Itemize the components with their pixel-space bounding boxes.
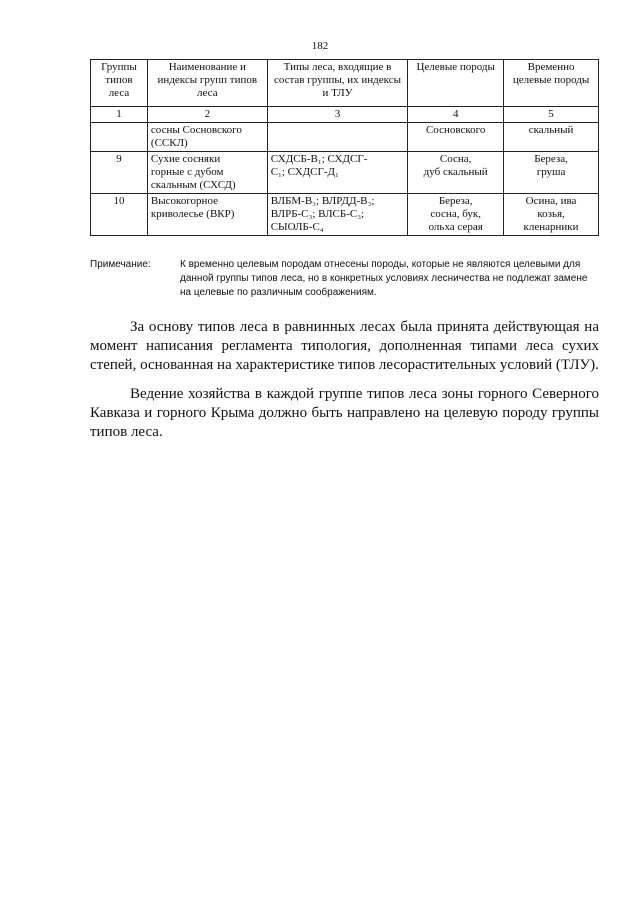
cell-line: ВЛБМ-В₃; ВЛРДД-В₃; [270,195,375,207]
cell-line: Сосновского [425,124,486,136]
header-cell-types: Типы леса, входящие в состав группы, их индексы и ТЛУ [267,60,408,107]
note-text: К временно целевым породам отнесены породы, которые не являются целевыми для данной группы типов леса, но в конкретных условиях лесничества не подлежат замене на целевые по различным соображениям. [180,259,588,298]
cell-line: криволесье (ВКР) [150,208,235,220]
cell-line: ольха серая [428,221,483,233]
cell-line: Береза, [438,195,473,207]
body-paragraph: За основу типов леса в равнинных лесах была принята действующая на момент написания регламента типология, дополненная типами леса сухих степей, основанная на характеристике типов лесорастительных условий (ТЛУ). [90,319,599,373]
cell-line: Береза, [534,153,568,165]
name-cell [147,152,267,194]
cell-line: С₁; СХДСГ-Д₁ [270,166,339,178]
cell-line: козья, [537,208,565,220]
table-row [91,194,599,236]
cell-line: СХДСБ-В₁; СХДСГ- [270,153,368,165]
cell-line: скальный [528,124,574,136]
column-number: 3 [267,107,408,123]
target-cell [408,152,504,194]
cell-line: горные с дубом [150,166,224,178]
types-cell [267,123,408,152]
cell-line: СЫОЛБ-С₄ [270,221,324,233]
cell-line: Осина, ива [525,195,577,207]
cell-line: дуб скальный [423,166,488,178]
cell-line: сосны Сосновского [150,124,242,136]
page-number: 182 [311,40,329,52]
table-header-row [91,60,599,107]
cell-line: ВЛРБ-С₃; ВЛСБ-С₃; [270,208,365,220]
cell-line: Сосна, [439,153,472,165]
temp-cell [504,152,599,194]
column-number: 2 [147,107,267,123]
table-row [91,123,599,152]
cell-line: Сухие сосняки [150,153,221,165]
target-cell [408,123,504,152]
cell-line: кленарники [523,221,579,233]
name-cell [147,123,267,152]
header-cell-target: Целевые породы [408,60,504,107]
cell-line: груша [536,166,566,178]
group-cell [91,123,148,152]
types-cell [267,152,408,194]
note-label: Примечание: [90,259,151,270]
types-cell [267,194,408,236]
header-cell-temp: Временно целевые породы [504,60,599,107]
temp-cell [504,194,599,236]
cell-line: скальным (СХСД) [150,179,236,191]
group-cell: 10 [91,194,148,236]
name-cell [147,194,267,236]
target-cell [408,194,504,236]
cell-line: (ССКЛ) [150,137,188,149]
cell-line: Высокогорное [150,195,218,207]
column-number: 1 [91,107,148,123]
body-paragraph: Ведение хозяйства в каждой группе типов леса зоны горного Северного Кавказа и горного Крыма должно быть направлено на целевую породу группы типов леса. [90,386,599,440]
column-number-row [91,107,599,123]
forest-types-table [90,59,599,236]
cell-line: сосна, бук, [430,208,481,220]
header-cell-groups: Группы типов леса [91,60,148,107]
header-cell-name: Наименование и индексы групп типов леса [147,60,267,107]
column-number: 4 [408,107,504,123]
temp-cell [504,123,599,152]
group-cell: 9 [91,152,148,194]
column-number: 5 [504,107,599,123]
table-row [91,152,599,194]
